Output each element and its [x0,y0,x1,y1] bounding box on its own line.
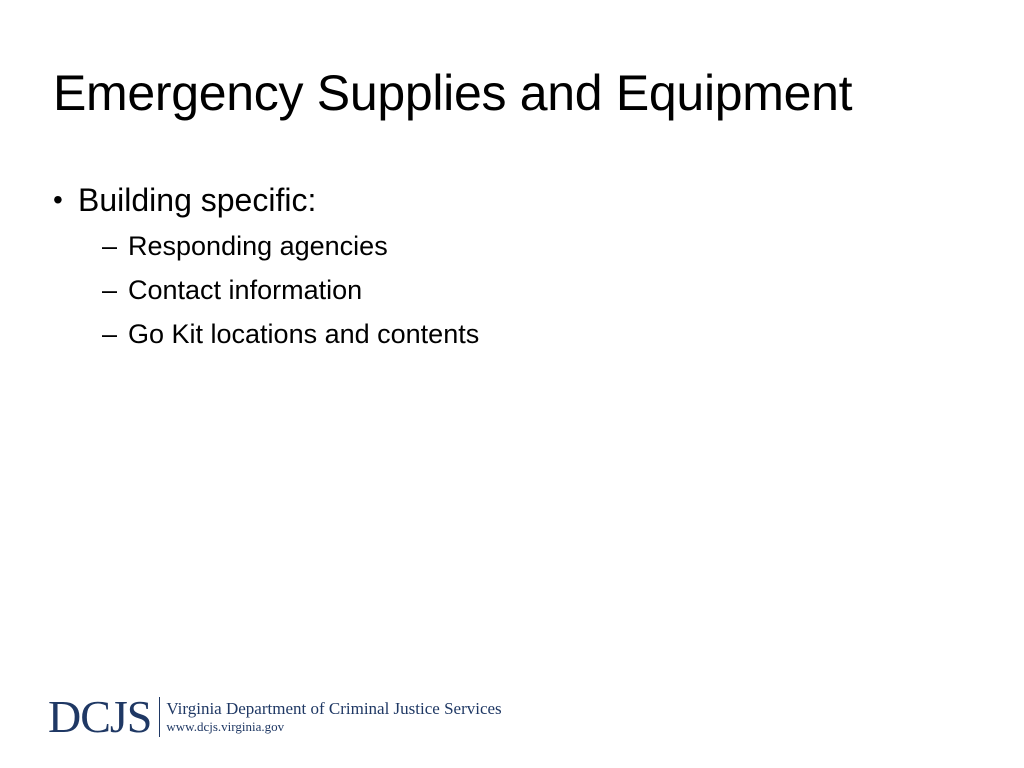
sub-bullet-item [53,224,973,268]
organization-name: Virginia Department of Criminal Justice Services [166,699,502,718]
sub-bullet-list [53,224,973,356]
slide-title: Emergency Supplies and Equipment [53,65,853,121]
dcjs-logo [48,691,502,742]
bullet-dot-icon: • [53,184,63,215]
bullet-text: Building specific: [78,182,317,218]
sub-bullet-text: Go Kit locations and contents [128,319,480,349]
sub-bullet-item [53,312,973,356]
organization-url: www.dcjs.virginia.gov [166,719,285,734]
dash-icon: – [102,275,118,305]
logo-text [166,699,501,735]
sub-bullet-item [53,268,973,312]
sub-bullet-text: Responding agencies [128,231,388,261]
dash-icon: – [102,319,118,349]
slide-content [53,176,973,356]
dash-icon: – [102,231,118,261]
sub-bullet-text: Contact information [128,275,363,305]
bullet-item [53,176,973,224]
logo-mark: DCJS [48,691,152,742]
logo-divider [159,697,160,737]
